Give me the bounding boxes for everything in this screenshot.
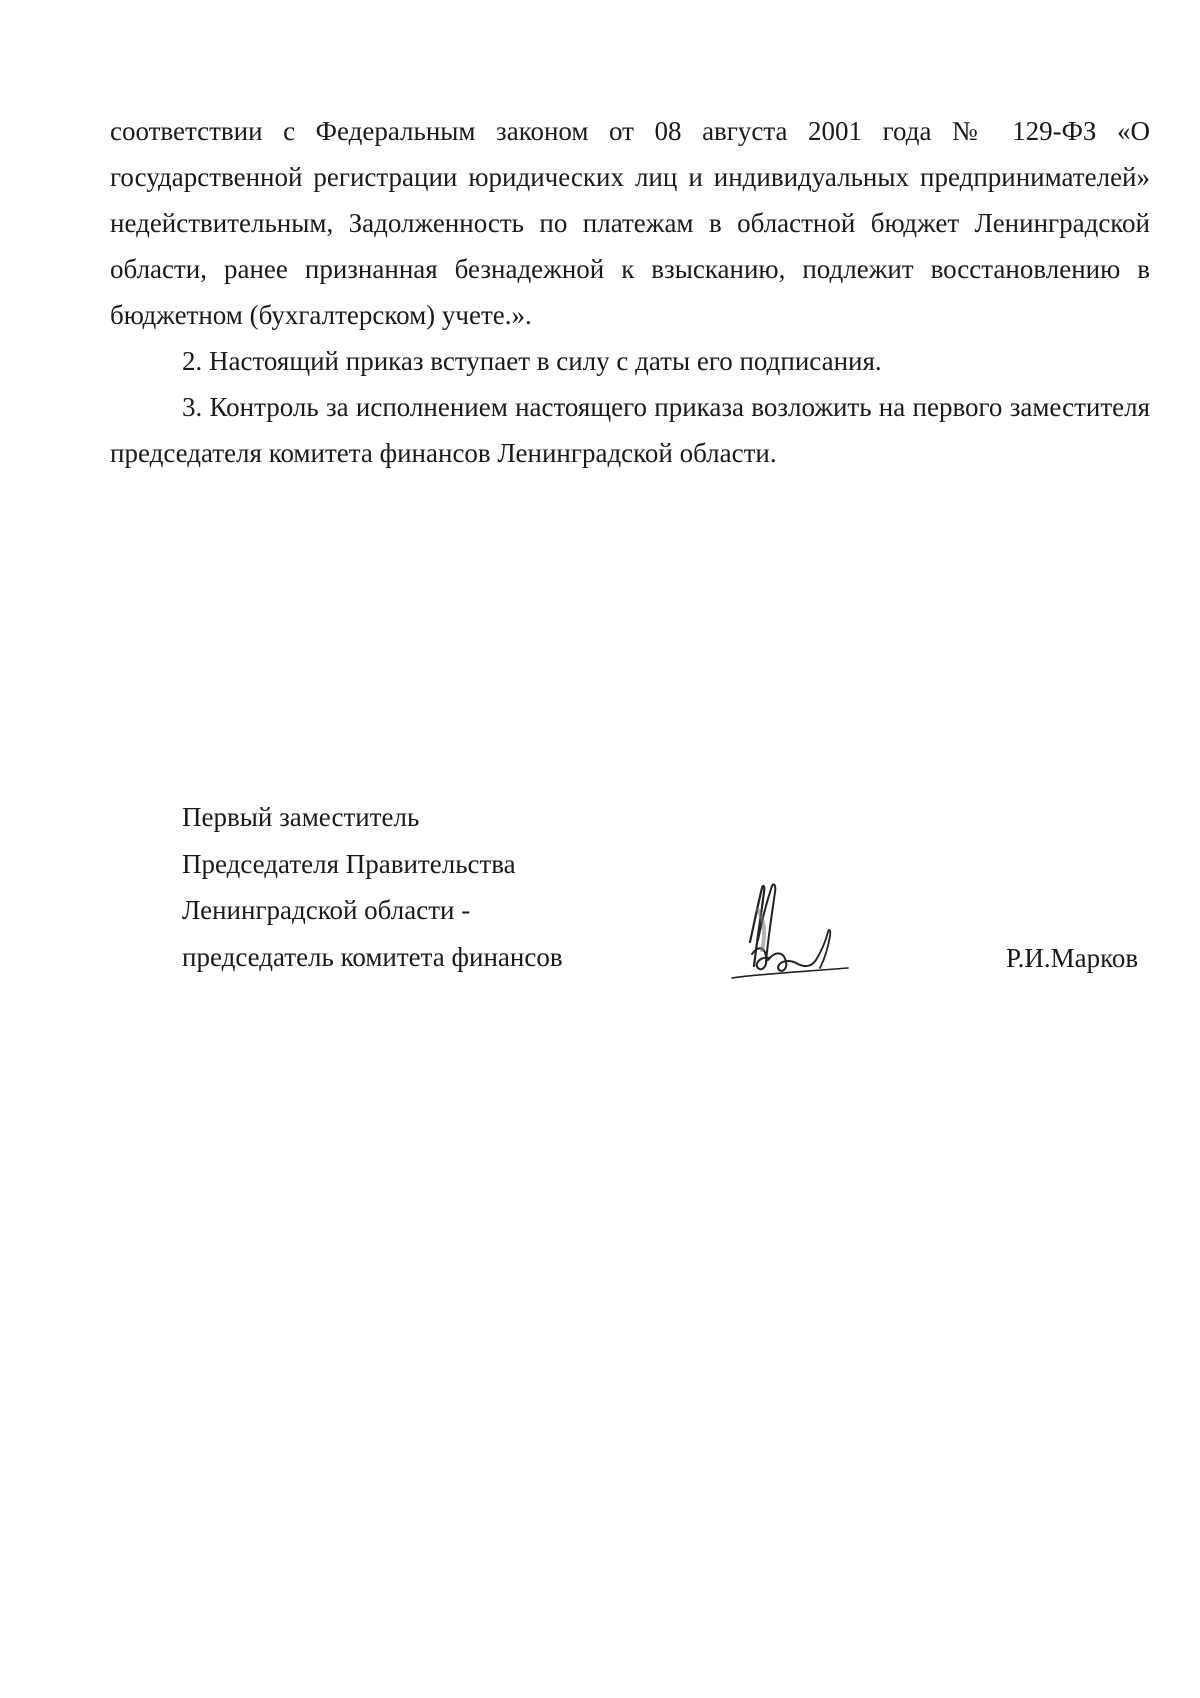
- paragraph-item-3: 3. Контроль за исполнением настоящего приказа возложить на первого заместителя председателя комитета финансов Ленинградской области.: [110, 392, 1150, 468]
- signatory-position: [182, 794, 563, 980]
- handwritten-signature-icon: [728, 880, 858, 1000]
- position-line-1: Первый заместитель: [182, 802, 420, 832]
- paragraph-item-2: 2. Настоящий приказ вступает в силу с даты его подписания.: [182, 346, 882, 376]
- signer-name: Р.И.Марков: [1006, 943, 1139, 973]
- position-line-2: Председателя Правительства: [182, 848, 516, 879]
- document-body: [110, 108, 1150, 476]
- paragraph-continuation: соответствии с Федеральным законом от 08 августа 2001 года № 129-ФЗ «О государственной регистрации юридических лиц и индивидуальных предпринимателей» недействительным, Задолженность по платежам в областной бюджет Ленинградской области, ранее признанная безнадежной к взысканию, подлежит восстановлению в бюджетном (бухгалтерском) учете.».: [110, 116, 1150, 330]
- position-line-3: Ленинградской области -: [182, 895, 471, 925]
- position-line-4: председатель комитета финансов: [182, 941, 563, 972]
